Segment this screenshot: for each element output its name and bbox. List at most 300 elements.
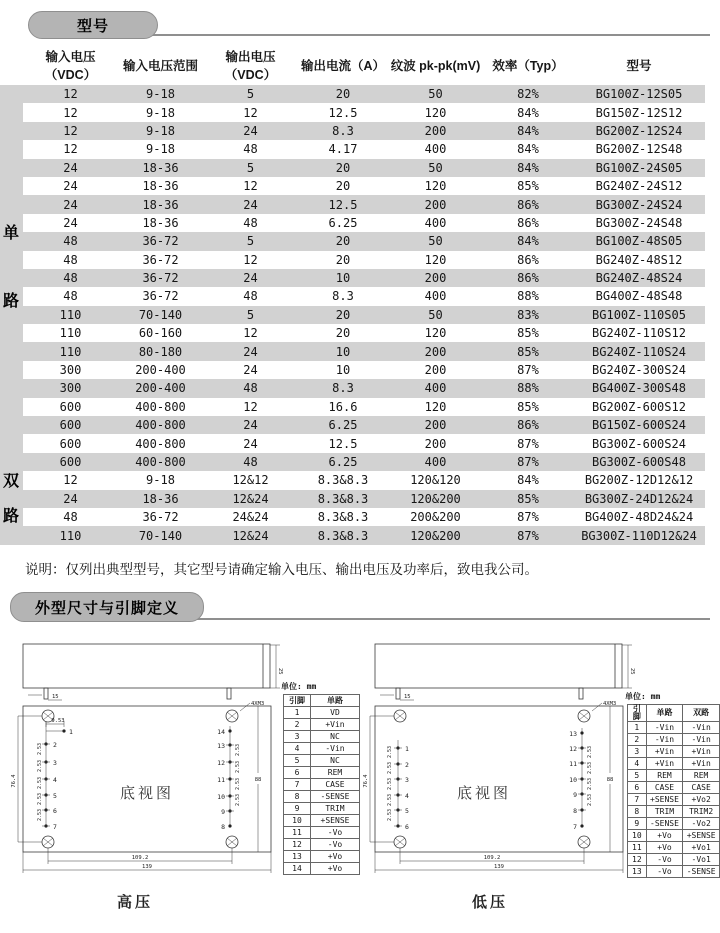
dim-label: 109.2 [131,855,149,861]
cell-output-current: 10 [335,363,351,378]
pin-function-single: +Vin [646,758,683,770]
cell-output-current: 20 [335,252,351,267]
cell-ripple: 200&200 [410,510,461,525]
cell-efficiency: 88% [517,289,539,304]
group-label-single: 单 [3,225,20,242]
cell-ripple: 50 [428,234,443,249]
cell-input-voltage: 600 [59,399,82,414]
pitch-label: 2.53 [235,760,241,773]
pin-function-dual: +Vin [683,758,720,770]
cell-input-voltage: 24 [63,160,78,175]
pitch-label: 2.53 [387,808,393,821]
pitch-label: 2.53 [387,793,393,806]
svg-text:3: 3 [405,776,409,784]
cell-model: BG240Z-48S12 [595,252,683,267]
cell-input-range: 36-72 [142,289,179,304]
cell-efficiency: 84% [517,142,539,157]
pitch-label: 2.53 [387,777,393,790]
bottom-view-label: 底视图 [119,785,175,802]
col-header-input-range: 输入电压范围 [122,59,198,73]
svg-text:9: 9 [221,808,225,816]
group-label-dual: 双 [3,473,20,490]
pin-number: 12 [628,854,647,866]
cell-input-voltage: 12 [63,105,78,120]
svg-text:5: 5 [405,807,409,815]
pin-function-dual: -Vo1 [683,854,720,866]
svg-text:7: 7 [573,823,577,831]
cell-output-voltage: 24&24 [232,510,269,525]
cell-input-range: 80-180 [138,344,183,359]
pin-number: 7 [284,779,311,791]
cell-ripple: 400 [424,381,447,396]
cell-efficiency: 87% [517,528,539,543]
spec-table-header [23,45,705,85]
cell-output-current: 6.25 [328,455,358,469]
pin-function-single: -Vin [646,734,683,746]
cell-ripple: 120 [424,399,447,414]
pin-column-right [217,726,241,831]
caption-low-voltage: 低压 [471,894,508,911]
cell-ripple: 400 [424,289,447,304]
pin-function: +Vin [311,719,360,731]
cell-ripple: 120 [424,105,447,120]
col-header-model: 型号 [626,59,652,73]
cell-input-voltage: 48 [63,271,78,286]
cell-output-voltage: 24 [243,197,258,212]
cell-output-voltage: 24 [243,363,258,378]
pin-function: -Vin [311,743,360,755]
table-row [23,508,705,526]
cell-input-range: 200-400 [135,363,186,378]
pitch-label: 2.53 [37,792,43,805]
svg-text:1: 1 [69,728,73,736]
svg-text:12: 12 [217,759,225,767]
cell-output-voltage: 48 [243,381,258,396]
cell-input-voltage: 48 [63,252,78,267]
pin-function-single: TRIM [646,806,683,818]
pin-function: -Vo [311,827,360,839]
cell-ripple: 50 [428,160,443,175]
cell-output-current: 8.3&8.3 [317,473,369,488]
cell-input-voltage: 300 [59,363,82,378]
cell-output-voltage: 48 [243,289,258,304]
cell-model: BG240Z-110S24 [592,344,686,359]
cell-model: BG100Z-24S05 [595,160,683,175]
cell-model: BG150Z-12S12 [595,105,683,120]
cell-output-voltage: 48 [243,142,258,157]
pin-function-single: +Vo [646,842,683,854]
pin-function-dual: CASE [683,782,720,794]
pin-col-header: 引脚 [628,705,647,722]
pin-function-single: -SENSE [646,818,683,830]
cell-output-voltage: 12 [243,252,258,267]
cell-efficiency: 86% [517,197,539,212]
cell-model: BG300Z-110D12&24 [581,528,697,543]
section-title: 外型尺寸与引脚定义 [34,599,179,617]
svg-text:2: 2 [405,761,409,769]
pin-function-dual: +Vo2 [683,794,720,806]
cell-output-current: 10 [335,271,351,286]
svg-text:11: 11 [217,776,225,784]
cell-input-voltage: 12 [63,87,78,102]
svg-text:7: 7 [53,823,57,831]
cell-input-voltage: 12 [63,142,78,157]
pin-number: 10 [628,830,647,842]
pin-function-dual: REM [683,770,720,782]
dim-label: 109.2 [483,855,501,861]
table-row [23,398,705,416]
pin-function-single: -Vo [646,854,683,866]
cell-input-range: 36-72 [142,510,179,525]
pitch-label: 2.53 [587,761,593,774]
cell-model: BG300Z-24S24 [595,197,683,212]
cell-efficiency: 84% [517,473,539,488]
pin-function-dual: +Vin [683,746,720,758]
mounting-hole-note: 4XM3 [251,701,265,707]
cell-output-voltage: 5 [246,234,255,249]
cell-model: BG200Z-12S24 [595,123,683,138]
mounting-holes [394,710,590,848]
cell-model: BG100Z-48S05 [595,234,683,249]
pin-number: 13 [284,851,311,863]
cell-input-range: 18-36 [142,197,179,212]
cell-output-voltage: 24 [243,344,258,359]
cell-model: BG400Z-48D24&24 [584,510,694,525]
cell-efficiency: 84% [517,123,539,138]
cell-model: BG300Z-24S48 [595,215,683,230]
cell-output-voltage: 48 [243,215,258,230]
cell-input-range: 36-72 [142,271,179,286]
cell-efficiency: 84% [517,234,539,249]
cell-input-range: 400-800 [135,418,186,433]
table-row [23,122,705,140]
cell-efficiency: 86% [517,418,539,433]
cell-output-current: 10 [335,344,351,359]
pin-function: +SENSE [311,815,360,827]
pin-function: -SENSE [311,791,360,803]
pin-number: 11 [284,827,311,839]
cell-ripple: 200 [424,344,447,359]
cell-model: BG240Z-300S24 [592,363,686,378]
dim-label: 76.4 [11,774,17,788]
dim-label: 15 [404,694,411,700]
svg-text:10: 10 [569,776,577,784]
cell-output-current: 8.3 [332,381,354,396]
cell-ripple: 120 [424,179,447,194]
cell-input-range: 70-140 [138,307,183,322]
cell-input-range: 9-18 [146,123,175,138]
col-header-output-current: 输出电流（A） [300,59,386,73]
pin-function: TRIM [311,803,360,815]
unit-label: 单位: mm [625,692,661,701]
table-row [23,434,705,452]
table-row [23,416,705,434]
pin-function-single: -Vin [646,722,683,734]
table-row [23,526,705,544]
pin-number: 4 [284,743,311,755]
cell-output-current: 12.5 [328,105,358,120]
side-view [375,644,635,700]
cell-input-voltage: 24 [63,197,78,212]
dim-label: 88 [606,777,614,783]
cell-output-current: 12.5 [328,197,358,212]
col-header-input-voltage: 输入电压（VDC） [44,50,97,82]
cell-model: BG300Z-600S24 [592,436,686,451]
pin-number: 1 [284,707,311,719]
cell-output-current: 6.25 [328,215,358,230]
svg-text:13: 13 [569,730,577,738]
svg-text:14: 14 [217,728,225,736]
col-header-output-voltage: 输出电压（VDC） [224,50,277,82]
cell-efficiency: 87% [517,510,539,525]
spec-table-body [23,85,705,545]
pin-number: 9 [628,818,647,830]
cell-input-range: 9-18 [146,473,175,488]
pitch-label: 2.53 [37,808,43,821]
cell-input-voltage: 24 [63,215,78,230]
table-row [23,195,705,213]
pin-function-dual: TRIM2 [683,806,720,818]
cell-input-range: 9-18 [146,142,175,157]
dim-label: 139 [494,864,504,870]
cell-output-current: 20 [335,160,351,175]
pin-function: NC [311,731,360,743]
pin-number: 14 [284,863,311,875]
pitch-label: 2.53 [587,745,593,758]
table-row [23,287,705,305]
cell-ripple: 200 [424,363,447,378]
cell-efficiency: 87% [517,455,539,469]
cell-input-voltage: 600 [59,436,82,451]
cell-output-current: 6.25 [328,418,358,433]
note-text: 说明：仅列出典型型号，其它型号请确定输入电压、输出电压及功率后，致电我公司。 [25,562,538,577]
cell-efficiency: 84% [517,105,539,120]
cell-output-voltage: 5 [246,307,255,322]
cell-input-range: 400-800 [135,455,186,469]
cell-input-voltage: 110 [59,344,82,359]
pitch-label: 2.53 [235,793,241,806]
single-col-header: 单路 [311,695,360,707]
cell-model: BG240Z-24S12 [595,179,683,194]
cell-input-voltage: 110 [59,326,82,341]
pin-number: 7 [628,794,647,806]
dim-label: 88 [254,777,262,783]
cell-efficiency: 85% [517,179,539,194]
cell-input-range: 36-72 [142,234,179,249]
cell-output-voltage: 12 [243,105,258,120]
pitch-label: 2.53 [387,761,393,774]
table-row [23,103,705,121]
cell-ripple: 50 [428,307,443,322]
cell-output-current: 4.17 [328,142,358,157]
cell-model: BG200Z-600S12 [592,399,686,414]
dim-label: 15 [52,694,59,700]
pin-function-dual: -Vin [683,722,720,734]
cell-ripple: 200 [424,436,447,451]
table-row [23,361,705,379]
svg-text:4: 4 [53,776,57,784]
pin-function-dual: -SENSE [683,866,720,878]
bottom-view [363,701,623,873]
cell-efficiency: 86% [517,215,539,230]
dim-label: 9.53 [51,718,65,724]
single-col-header: 单路 [646,705,683,722]
svg-text:10: 10 [217,793,225,801]
svg-text:8: 8 [573,807,577,815]
cell-output-voltage: 12 [243,179,258,194]
pin-number: 3 [628,746,647,758]
pin-number: 5 [628,770,647,782]
dim-label: 139 [142,864,152,870]
pin-column-left [37,718,73,831]
pin-function-dual: +SENSE [683,830,720,842]
cell-output-voltage: 24 [243,436,258,451]
pitch-label: 2.53 [37,776,43,789]
cell-output-voltage: 24 [243,271,258,286]
svg-text:9: 9 [573,791,577,799]
svg-text:2: 2 [53,741,57,749]
cell-input-range: 70-140 [138,528,183,543]
cell-ripple: 200 [424,418,447,433]
cell-efficiency: 85% [517,399,539,414]
cell-input-range: 60-160 [138,326,183,341]
cell-efficiency: 82% [517,87,539,102]
cell-efficiency: 85% [517,326,539,341]
cell-efficiency: 87% [517,436,539,451]
cell-output-current: 16.6 [328,399,358,414]
cell-model: BG400Z-300S48 [592,381,686,396]
pin-function-single: -Vo [646,866,683,878]
cell-output-voltage: 12&24 [232,528,269,543]
dual-col-header: 双路 [683,705,720,722]
cell-input-range: 400-800 [135,399,186,414]
table-row [23,251,705,269]
pin-number: 13 [628,866,647,878]
dim-label: 76.4 [363,774,369,788]
cell-input-voltage: 48 [63,510,78,525]
pin-number: 6 [628,782,647,794]
pin-number: 2 [284,719,311,731]
row-group-sidebar [0,85,23,545]
cell-efficiency: 84% [517,160,539,175]
pitch-label: 2.53 [37,742,43,755]
svg-text:8: 8 [221,823,225,831]
cell-model: BG200Z-12S48 [595,142,683,157]
cell-ripple: 120&200 [410,491,461,506]
pin-number: 9 [284,803,311,815]
pitch-label: 2.53 [37,759,43,772]
cell-efficiency: 83% [517,307,539,322]
table-row [23,324,705,342]
cell-ripple: 120&200 [410,528,461,543]
svg-text:5: 5 [53,792,57,800]
cell-model: BG240Z-110S12 [592,326,686,341]
table-row [23,232,705,250]
cell-efficiency: 85% [517,491,539,506]
cell-model: BG100Z-12S05 [595,87,683,102]
bottom-view [11,701,271,873]
cell-input-voltage: 12 [63,473,78,488]
unit-label: 单位: mm [281,682,317,691]
cell-ripple: 400 [424,455,447,469]
svg-text:11: 11 [569,760,577,768]
outline-drawing-high-voltage [0,638,352,930]
pin-function-dual: -Vin [683,734,720,746]
cell-input-voltage: 24 [63,491,78,506]
cell-output-voltage: 24 [243,123,258,138]
cell-model: BG300Z-600S48 [592,455,686,469]
cell-ripple: 120 [424,252,447,267]
pin-number: 2 [628,734,647,746]
table-row [23,471,705,489]
cell-input-range: 36-72 [142,252,179,267]
pin-function: -Vo [311,839,360,851]
cell-ripple: 120&120 [410,473,461,488]
cell-input-voltage: 600 [59,418,82,433]
cell-efficiency: 85% [517,344,539,359]
pin-number: 6 [284,767,311,779]
pin-function-single: +SENSE [646,794,683,806]
pin-function: REM [311,767,360,779]
cell-output-voltage: 24 [243,418,258,433]
cell-ripple: 400 [424,215,447,230]
cell-input-voltage: 600 [59,455,82,469]
table-row [23,269,705,287]
cell-output-current: 8.3&8.3 [317,528,369,543]
pin-column-left [387,740,409,831]
section-tab-outline [10,592,204,622]
group-label-single: 路 [3,293,20,310]
dim-label: 25 [629,668,635,675]
cell-input-voltage: 48 [63,234,78,249]
table-row [23,490,705,508]
svg-text:3: 3 [53,759,57,767]
pin-function-single: REM [646,770,683,782]
table-row [23,85,705,103]
cell-model: BG200Z-12D12&12 [584,473,694,488]
pin-number: 8 [284,791,311,803]
cell-model: BG150Z-600S24 [592,418,686,433]
cell-input-voltage: 12 [63,123,78,138]
svg-text:6: 6 [405,823,409,831]
cell-input-voltage: 110 [59,307,82,322]
cell-output-current: 20 [335,307,351,322]
cell-output-current: 8.3 [332,123,354,138]
pin-function: VD [311,707,360,719]
cell-input-voltage: 110 [59,528,82,543]
cell-output-voltage: 5 [246,160,255,175]
pin-number: 5 [284,755,311,767]
pin-function-dual: -Vo2 [683,818,720,830]
cell-output-current: 8.3&8.3 [317,510,369,525]
cell-output-current: 20 [335,234,351,249]
pin-function-single: CASE [646,782,683,794]
cell-output-current: 20 [335,179,351,194]
table-row [23,177,705,195]
svg-text:4: 4 [405,792,409,800]
table-row [23,306,705,324]
cell-output-current: 8.3&8.3 [317,491,369,506]
cell-output-voltage: 5 [246,87,255,102]
pin-number: 12 [284,839,311,851]
cell-input-range: 18-36 [142,215,179,230]
pin-function-dual: +Vo1 [683,842,720,854]
svg-text:6: 6 [53,807,57,815]
pin-function: CASE [311,779,360,791]
cell-output-voltage: 12&24 [232,491,269,506]
mounting-hole-note: 4XM3 [603,701,617,707]
side-view [23,644,283,700]
